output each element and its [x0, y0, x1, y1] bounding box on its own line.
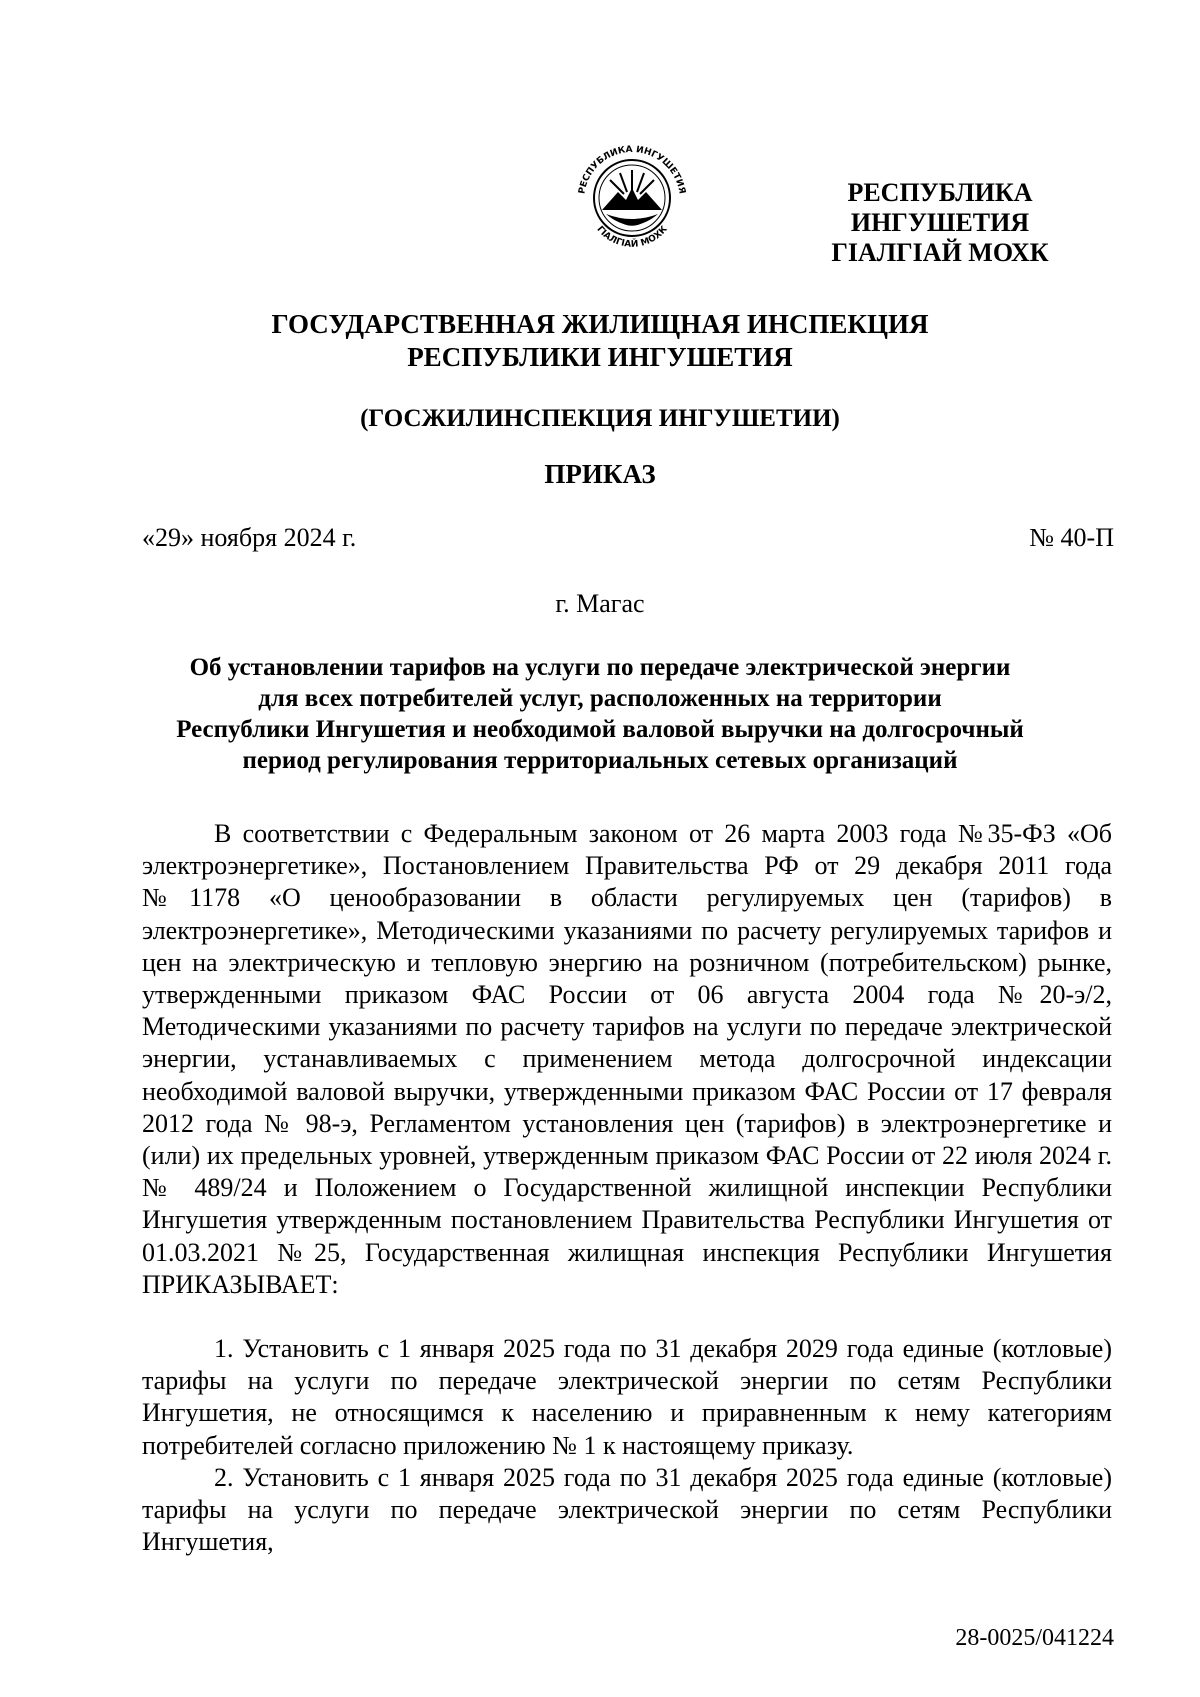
order-item-1: 1. Установить с 1 января 2025 года по 31 декабря 2029 года единые (котловые) тарифы на услуги по передаче электрической энергии по сетям Республики Ингушетия, не относящимся к населению и приравненным к нему категориям потребителей согласно приложению № 1 к настоящему приказу.: [142, 1334, 1112, 1460]
organization-short-name: (ГОСЖИЛИНСПЕКЦИЯ ИНГУШЕТИИ): [360, 405, 840, 432]
document-type: ПРИКАЗ: [544, 459, 656, 489]
subject-line: Республики Ингушетия и необходимой валовой выручки на долгосрочный: [176, 716, 1024, 743]
document-date: «29» ноября 2024 г.: [142, 523, 357, 552]
subject-line: период регулирования территориальных сетевых организаций: [242, 747, 958, 774]
document-number: № 40-П: [1029, 523, 1114, 552]
subject-line: Об установлении тарифов на услуги по передаче электрической энергии: [189, 654, 1011, 681]
document-body: [142, 818, 1112, 1558]
document-city: г. Магас: [555, 589, 645, 618]
document-subject: [100, 652, 1100, 776]
document-registration-code: 28-0025/041224: [955, 1625, 1114, 1651]
emblem-text-bottom: ГІАЛГІАЙ МОХК: [594, 224, 670, 250]
ingushetia-coat-of-arms-icon: [568, 140, 696, 250]
republic-heading: [760, 178, 1120, 268]
subject-line: для всех потребителей услуг, расположенных на территории: [258, 685, 942, 712]
organization-name-line1: ГОСУДАРСТВЕННАЯ ЖИЛИЩНАЯ ИНСПЕКЦИЯ: [271, 309, 929, 339]
republic-name-ing: ГIАЛГIАЙ МОХК: [831, 238, 1049, 267]
order-item-2: 2. Установить с 1 января 2025 года по 31 декабря 2025 года единые (котловые) тарифы на услуги по передаче электрической энергии по сетям Республики Ингушетия,: [142, 1462, 1112, 1557]
preamble-paragraph: В соответствии с Федеральным законом от 26 марта 2003 года №35-ФЗ «Об электроэнергетике», Постановлением Правительства РФ от 29 декабря 2011 года №1178 «О ценообразовании в области регулируемых цен (тарифов) в электроэнергетике», Методическими указаниями по расчету регулируемых тарифов и цен на электрическую и тепловую энергию на розничном (потребительском) рынке, утвержденными приказом ФАС России от 06 августа 2004 года №20-э/2, Методическими указаниями по расчету тарифов на услуги по передаче электрической энергии, устанавливаемых с применением метода долгосрочной индексации необходимой валовой выручки, утвержденными приказом ФАС России от 17 февраля 2012 года № 98-э, Регламентом установления цен (тарифов) в электроэнергетике и (или) их предельных уровней, утвержденным приказом ФАС России от 22 июля 2024 г. № 489/24 и Положением о Государственной жилищной инспекции Республики Ингушетия утвержденным постановлением Правительства Республики Ингушетия от 01.03.2021 №25, Государственная жилищная инспекция Республики Ингушетия ПРИКАЗЫВАЕТ:: [142, 819, 1112, 1299]
organization-name: [100, 308, 1100, 374]
republic-name-ru: РЕСПУБЛИКА ИНГУШЕТИЯ: [847, 178, 1033, 237]
organization-name-line2: РЕСПУБЛИКИ ИНГУШЕТИЯ: [407, 342, 793, 372]
emblem-text-top: РЕСПУБЛИКА ИНГУШЕТИЯ: [577, 144, 687, 195]
